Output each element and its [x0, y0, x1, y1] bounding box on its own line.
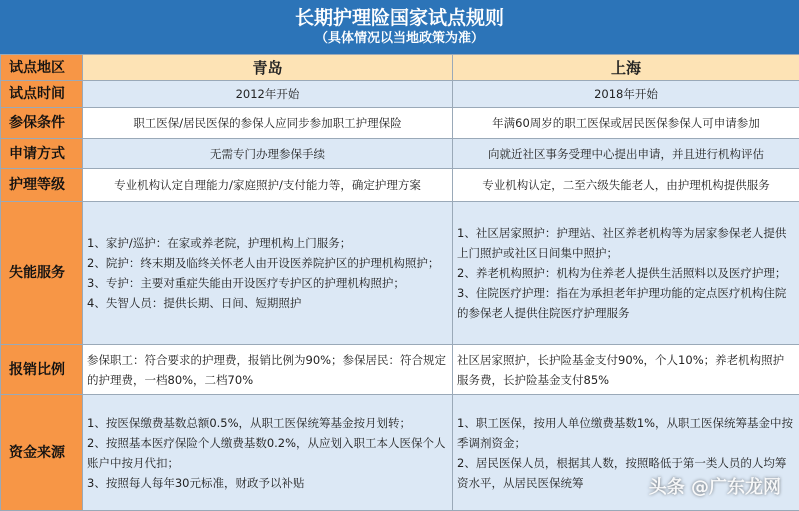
- cell-shanghai-start: 2018年开始: [453, 81, 799, 108]
- title-banner: [0, 0, 799, 54]
- row-label-apply: 申请方式: [1, 139, 83, 169]
- page-title: 长期护理险国家试点规则: [294, 7, 504, 29]
- cell-shanghai-reimburse: 社区居家照护，长护险基金支付90%，个人10%；养老机构照护服务费，长护险基金支付85%: [453, 345, 799, 395]
- cell-qingdao-start: 2012年开始: [83, 81, 453, 108]
- row-label-start: 试点时间: [1, 81, 83, 108]
- cell-qingdao-apply: 无需专门办理参保手续: [83, 139, 453, 169]
- row-label-region: 试点地区: [1, 55, 83, 81]
- service-item: 3、住院医疗护理：指在为承担老年护理功能的定点医疗机构住院的参保老人提供住院医疗护理服务: [457, 286, 787, 320]
- cell-qingdao-reimburse: 参保职工：符合要求的护理费，报销比例为90%；参保居民：符合规定的护理费，一档80%，二档70%: [83, 345, 453, 395]
- table-row: [1, 345, 799, 395]
- row-label-grade: 护理等级: [1, 169, 83, 202]
- table-row: [1, 81, 799, 108]
- table-row: [1, 169, 799, 202]
- table-row: [1, 55, 799, 81]
- cell-shanghai-enroll: 年满60周岁的职工医保或居民医保参保人可申请参加: [453, 108, 799, 139]
- funding-item: 3、按照每人每年30元标准，财政予以补贴: [87, 475, 305, 490]
- service-item: 1、家护/巡护：在家或养老院，护理机构上门服务；: [87, 236, 352, 250]
- service-item: 2、院护：终末期及临终关怀老人由开设医养院护区的护理机构照护；: [87, 256, 440, 270]
- funding-item: 2、居民医保人员，根据其人数，按照略低于第一类人员的人均筹资水平，从居民医保统筹: [457, 455, 787, 490]
- table-row: [1, 139, 799, 169]
- page-subtitle: （具体情况以当地政策为准）: [314, 31, 484, 46]
- row-label-funding: 资金来源: [1, 395, 83, 511]
- cell-qingdao-enroll: 职工医保/居民医保的参保人应同步参加职工护理保险: [83, 108, 453, 139]
- service-item: 4、失智人员：提供长期、日间、短期照护: [87, 296, 302, 310]
- funding-item: 1、职工医保，按用人单位缴费基数1%，从职工医保统筹基金中按季调剂资金；: [457, 415, 794, 450]
- table-row: [1, 108, 799, 139]
- service-item: 3、专护：主要对重症失能由开设医疗专护区的护理机构照护；: [87, 276, 405, 290]
- cell-qingdao-grade: 专业机构认定自理能力/家庭照护/支付能力等，确定护理方案: [83, 169, 453, 202]
- cell-shanghai-grade: 专业机构认定，二至六级失能老人，由护理机构提供服务: [453, 169, 799, 202]
- service-item: 2、养老机构照护：机构为住养老人提供生活照料以及医疗护理；: [457, 266, 787, 280]
- column-header-qingdao: 青岛: [83, 55, 453, 81]
- table-row: [1, 202, 799, 345]
- watermark: 头条 @广东龙网: [648, 477, 781, 498]
- row-label-enroll: 参保条件: [1, 108, 83, 139]
- column-header-shanghai: 上海: [453, 55, 799, 81]
- comparison-table: [0, 54, 799, 511]
- funding-item: 2、按照基本医疗保险个人缴费基数0.2%，从应划入职工本人医保个人账户中按月代扣；: [87, 435, 446, 470]
- row-label-service: 失能服务: [1, 202, 83, 345]
- service-item: 1、社区居家照护：护理站、社区养老机构等为居家参保老人提供上门照护或社区日间集中照护；: [457, 226, 787, 260]
- row-label-reimburse: 报销比例: [1, 345, 83, 395]
- cell-qingdao-funding: [83, 395, 453, 511]
- funding-item: 1、按医保缴费基数总额0.5%，从职工医保统筹基金按月划转；: [87, 415, 412, 430]
- cell-qingdao-service: [83, 202, 453, 345]
- cell-shanghai-apply: 向就近社区事务受理中心提出申请，并且进行机构评估: [453, 139, 799, 169]
- cell-shanghai-service: [453, 202, 799, 345]
